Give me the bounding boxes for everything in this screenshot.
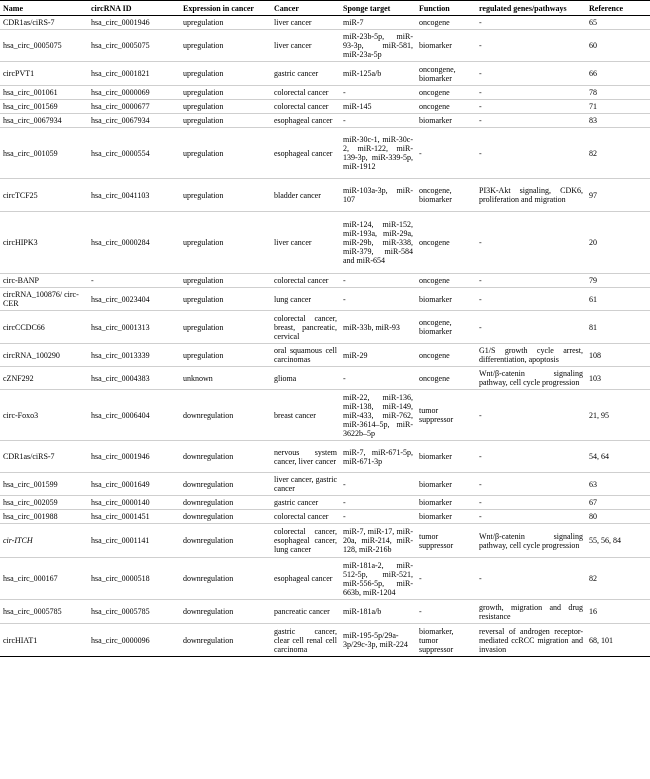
cell-expression: upregulation: [183, 238, 224, 247]
cell-function: -: [419, 148, 422, 158]
cell-regulated-genes: -: [479, 322, 482, 332]
cell-function: oncongene, biomarker: [419, 64, 456, 83]
cell-sponge-target: miR-7, miR-17, miR-20a, miR-214, miR-128, miR-216b: [343, 527, 413, 554]
cell-cancer: gastric cancer, clear cell renal cell carcinoma: [274, 626, 337, 654]
cell-regulated-genes: -: [479, 238, 482, 247]
cell-regulated-genes: growth, migration and drug resistance: [479, 602, 583, 621]
cell-expression: upregulation: [183, 116, 224, 125]
cell-regulated-genes: -: [479, 18, 482, 27]
table-row: [0, 16, 650, 30]
cell-cancer: liver cancer: [274, 238, 312, 247]
cell-circrna-id: hsa_circ_0067934: [91, 116, 150, 125]
cell-circrna-id: hsa_circ_0005785: [91, 607, 150, 616]
cell-reference: 103: [589, 373, 601, 383]
table-row: [0, 496, 650, 510]
header-row: [0, 1, 650, 16]
cell-cancer: gastric cancer: [274, 69, 319, 78]
cell-sponge-target: miR-145: [343, 102, 372, 111]
cell-reference: 67: [589, 498, 597, 507]
cell-function: oncogene: [419, 18, 450, 27]
header-cancer: Cancer: [274, 3, 299, 13]
cell-sponge-target: -: [343, 512, 346, 521]
cell-sponge-target: miR-103a-3p, miR-107: [343, 186, 413, 204]
cell-reference: 108: [589, 350, 601, 360]
cell-cancer: lung cancer: [274, 294, 312, 304]
cell-reference: 83: [589, 116, 597, 125]
cell-expression: upregulation: [183, 190, 224, 200]
cell-regulated-genes: -: [479, 512, 482, 521]
table-row: [0, 179, 650, 212]
cell-cancer: nervous system cancer, liver cancer: [274, 447, 337, 466]
cell-circrna-id: hsa_circ_0001946: [91, 18, 150, 27]
cell-name: cir-ITCH: [3, 536, 33, 545]
cell-function: tumor suppressor: [419, 531, 454, 550]
cell-name: circ-BANP: [3, 276, 39, 285]
table-row: [0, 212, 650, 274]
cell-regulated-genes: PI3K-Akt signaling, CDK6, proliferation and migration: [479, 186, 583, 204]
cell-sponge-target: miR-7: [343, 18, 364, 27]
table-row: [0, 274, 650, 288]
cell-cancer: colorectal cancer, breast, pancreatic, cervical: [274, 313, 337, 341]
cell-circrna-id: hsa_circ_0000518: [91, 574, 150, 583]
cell-circrna-id: hsa_circ_0000069: [91, 88, 150, 97]
cell-reference: 71: [589, 102, 597, 111]
cell-cancer: liver cancer: [274, 41, 312, 50]
cell-circrna-id: hsa_circ_0004383: [91, 373, 150, 383]
cell-regulated-genes: -: [479, 88, 482, 97]
cell-name: circHIAT1: [3, 635, 38, 645]
cell-circrna-id: hsa_circ_0000140: [91, 498, 150, 507]
cell-regulated-genes: -: [479, 69, 482, 78]
cell-function: biomarker: [419, 294, 452, 304]
cell-sponge-target: miR-22, miR-136, miR-138, miR-149, miR-433, miR-762, miR-3614–5p, miR-3622b–5p: [343, 392, 413, 438]
cell-name: hsa_circ_0005785: [3, 607, 62, 616]
cell-reference: 20: [589, 238, 597, 247]
cell-name: CDR1as/ciRS-7: [3, 452, 55, 461]
table-row: [0, 62, 650, 86]
cell-regulated-genes: -: [479, 41, 482, 50]
header-function: Function: [419, 3, 450, 13]
cell-regulated-genes: Wnt/β-catenin signaling pathway, cell cycle progression: [479, 369, 583, 387]
table-row: [0, 624, 650, 657]
cell-reference: 80: [589, 512, 597, 521]
cell-expression: upregulation: [183, 18, 224, 27]
cell-function: oncogene: [419, 238, 450, 247]
cell-function: oncogene: [419, 88, 450, 97]
cell-sponge-target: miR-125a/b: [343, 69, 382, 78]
cell-reference: 16: [589, 607, 597, 616]
cell-name: hsa_circ_002059: [3, 498, 58, 507]
table-row: [0, 311, 650, 344]
cell-sponge-target: -: [343, 88, 346, 97]
table-body: [0, 16, 650, 657]
cell-reference: 78: [589, 88, 597, 97]
cell-cancer: colorectal cancer, esophageal cancer, lung cancer: [274, 527, 337, 554]
cell-function: oncogene, biomarker: [419, 318, 452, 336]
cell-expression: downregulation: [183, 498, 234, 507]
cell-function: biomarker: [419, 512, 452, 521]
cell-circrna-id: hsa_circ_0001451: [91, 512, 150, 521]
cell-name: circCCDC66: [3, 322, 45, 332]
cell-cancer: esophageal cancer: [274, 148, 333, 158]
cell-reference: 66: [589, 69, 597, 78]
cell-expression: downregulation: [183, 452, 234, 461]
cell-regulated-genes: -: [479, 102, 482, 111]
cell-regulated-genes: -: [479, 574, 482, 583]
cell-name: circTCF25: [3, 190, 38, 200]
cell-regulated-genes: -: [479, 479, 482, 489]
cell-circrna-id: hsa_circ_0001141: [91, 536, 150, 545]
header-name: Name: [3, 3, 23, 13]
table-row: [0, 524, 650, 558]
cell-name: hsa_circ_001061: [3, 88, 58, 97]
cell-function: -: [419, 607, 422, 616]
cell-circrna-id: hsa_circ_0005075: [91, 41, 150, 50]
table-row: [0, 473, 650, 496]
cell-function: oncogene, biomarker: [419, 186, 452, 204]
cell-sponge-target: miR-29: [343, 350, 368, 360]
cell-sponge-target: -: [343, 116, 346, 125]
cell-name: circHIPK3: [3, 238, 38, 247]
cell-function: biomarker: [419, 479, 452, 489]
cell-function: biomarker: [419, 452, 452, 461]
header-circrna-id: circRNA ID: [91, 3, 132, 13]
cell-expression: downregulation: [183, 479, 234, 489]
cell-regulated-genes: -: [479, 116, 482, 125]
cell-reference: 21, 95: [589, 410, 609, 420]
cell-function: biomarker, tumor suppressor: [419, 626, 454, 654]
table-row: [0, 30, 650, 62]
cell-circrna-id: hsa_circ_0001821: [91, 69, 150, 78]
cell-reference: 68, 101: [589, 635, 613, 645]
cell-sponge-target: miR-181a/b: [343, 607, 382, 616]
header-sponge-target: Sponge target: [343, 3, 391, 13]
cell-function: oncogene: [419, 276, 450, 285]
cell-reference: 61: [589, 294, 597, 304]
cell-sponge-target: miR-23b-5p, miR-93-3p, miR-581, miR-23a-5p: [343, 32, 413, 59]
cell-circrna-id: hsa_circ_0013339: [91, 350, 150, 360]
cell-regulated-genes: -: [479, 410, 482, 420]
header-expression: Expression in cancer: [183, 3, 254, 13]
cell-expression: upregulation: [183, 322, 224, 332]
cell-function: oncogene: [419, 373, 450, 383]
cell-expression: downregulation: [183, 410, 234, 420]
cell-sponge-target: miR-7, miR-671-5p, miR-671-3p: [343, 447, 413, 466]
cell-sponge-target: miR-30c-1, miR-30c-2, miR-122, miR-139-3p, miR-339-5p, miR-1912: [343, 135, 413, 171]
cell-expression: upregulation: [183, 102, 224, 111]
cell-circrna-id: hsa_circ_0000554: [91, 148, 150, 158]
cell-sponge-target: miR-181a-2, miR-512-5p, miR-521, miR-556-5p, miR-663b, miR-1204: [343, 560, 413, 597]
cell-circrna-id: hsa_circ_0000096: [91, 635, 150, 645]
cell-cancer: pancreatic cancer: [274, 607, 330, 616]
header-reference: Reference: [589, 3, 624, 13]
cell-name: circ-Foxo3: [3, 410, 39, 420]
cell-cancer: bladder cancer: [274, 190, 321, 200]
cell-cancer: colorectal cancer: [274, 102, 329, 111]
cell-expression: upregulation: [183, 276, 224, 285]
cell-sponge-target: -: [343, 498, 346, 507]
cell-cancer: colorectal cancer: [274, 512, 329, 521]
cell-name: hsa_circ_001988: [3, 512, 58, 521]
cell-circrna-id: hsa_circ_0006404: [91, 410, 150, 420]
cell-expression: upregulation: [183, 294, 224, 304]
cell-name: circRNA_100290: [3, 350, 60, 360]
cell-cancer: liver cancer, gastric cancer: [274, 475, 337, 493]
cell-name: CDR1as/ciRS-7: [3, 18, 55, 27]
cell-sponge-target: miR-195-5p/29a-3p/29c-3p, miR-224: [343, 631, 408, 649]
cell-expression: upregulation: [183, 148, 224, 158]
cell-cancer: esophageal cancer: [274, 116, 333, 125]
cell-cancer: gastric cancer: [274, 498, 319, 507]
cell-cancer: colorectal cancer: [274, 88, 329, 97]
table-row: [0, 600, 650, 624]
table-row: [0, 510, 650, 524]
table-row: [0, 344, 650, 367]
cell-expression: upregulation: [183, 69, 224, 78]
cell-reference: 63: [589, 479, 597, 489]
table-row: [0, 367, 650, 390]
table-row: [0, 86, 650, 100]
cell-cancer: liver cancer: [274, 18, 312, 27]
cell-sponge-target: -: [343, 479, 346, 489]
cell-function: oncogene: [419, 350, 450, 360]
table-row: [0, 390, 650, 441]
cell-circrna-id: hsa_circ_0041103: [91, 190, 150, 200]
cell-reference: 60: [589, 41, 597, 50]
cell-regulated-genes: Wnt/β-catenin signaling pathway, cell cycle progression: [479, 531, 583, 550]
cell-sponge-target: -: [343, 294, 346, 304]
cell-reference: 55, 56, 84: [589, 536, 621, 545]
cell-circrna-id: hsa_circ_0000284: [91, 238, 150, 247]
cell-expression: downregulation: [183, 536, 234, 545]
cell-sponge-target: -: [343, 276, 346, 285]
cell-reference: 82: [589, 148, 597, 158]
cell-regulated-genes: -: [479, 276, 482, 285]
cell-function: tumor suppressor: [419, 406, 454, 424]
cell-name: hsa_circ_001599: [3, 479, 58, 489]
cell-reference: 81: [589, 322, 597, 332]
table-row: [0, 288, 650, 311]
cell-name: cZNF292: [3, 373, 34, 383]
cell-function: biomarker: [419, 41, 452, 50]
cell-reference: 54, 64: [589, 452, 609, 461]
cell-regulated-genes: -: [479, 498, 482, 507]
cell-circrna-id: hsa_circ_0000677: [91, 102, 150, 111]
cell-function: oncogene: [419, 102, 450, 111]
cell-expression: downregulation: [183, 574, 234, 583]
cell-regulated-genes: reversal of androgen receptor-mediated ccRCC migration and invasion: [479, 626, 583, 654]
cell-sponge-target: miR-124, miR-152, miR-193a, miR-29a, miR-29b, miR-338, miR-379, miR-584 and miR-654: [343, 220, 413, 265]
table-header: [0, 1, 650, 16]
cell-expression: upregulation: [183, 88, 224, 97]
cell-name: circRNA_100876/ circ-CER: [3, 290, 79, 308]
cell-function: -: [419, 574, 422, 583]
cell-circrna-id: hsa_circ_0001946: [91, 452, 150, 461]
cell-reference: 97: [589, 190, 597, 200]
cell-reference: 82: [589, 574, 597, 583]
cell-cancer: esophageal cancer: [274, 574, 333, 583]
cell-cancer: colorectal cancer: [274, 276, 329, 285]
cell-circrna-id: -: [91, 276, 94, 285]
cell-name: hsa_circ_001059: [3, 148, 58, 158]
cell-expression: unknown: [183, 373, 213, 383]
cell-function: biomarker: [419, 116, 452, 125]
cell-cancer: glioma: [274, 373, 297, 383]
cell-name: hsa_circ_0005075: [3, 41, 62, 50]
table-row: [0, 128, 650, 179]
cell-reference: 79: [589, 276, 597, 285]
table-row: [0, 100, 650, 114]
cell-circrna-id: hsa_circ_0001649: [91, 479, 150, 489]
cell-cancer: oral squamous cell carcinomas: [274, 346, 337, 364]
cell-regulated-genes: -: [479, 452, 482, 461]
cell-regulated-genes: -: [479, 294, 482, 304]
cell-cancer: breast cancer: [274, 410, 316, 420]
cell-regulated-genes: -: [479, 148, 482, 158]
cell-circrna-id: hsa_circ_0023404: [91, 294, 150, 304]
cell-name: hsa_circ_000167: [3, 574, 58, 583]
cell-expression: downregulation: [183, 607, 234, 616]
table-row: [0, 114, 650, 128]
cell-sponge-target: miR-33b, miR-93: [343, 322, 400, 332]
cell-expression: downregulation: [183, 512, 234, 521]
cell-name: hsa_circ_001569: [3, 102, 58, 111]
cell-reference: 65: [589, 18, 597, 27]
cell-sponge-target: -: [343, 373, 346, 383]
cell-regulated-genes: G1/S growth cycle arrest, differentiation, apoptosis: [479, 346, 583, 364]
cell-name: hsa_circ_0067934: [3, 116, 62, 125]
header-regulated-genes: regulated genes/pathways: [479, 3, 567, 13]
cell-expression: upregulation: [183, 350, 224, 360]
cell-expression: upregulation: [183, 41, 224, 50]
cell-circrna-id: hsa_circ_0001313: [91, 322, 150, 332]
cell-function: biomarker: [419, 498, 452, 507]
table-row: [0, 441, 650, 473]
cell-name: circPVT1: [3, 69, 35, 78]
cell-expression: downregulation: [183, 635, 234, 645]
table-row: [0, 558, 650, 600]
